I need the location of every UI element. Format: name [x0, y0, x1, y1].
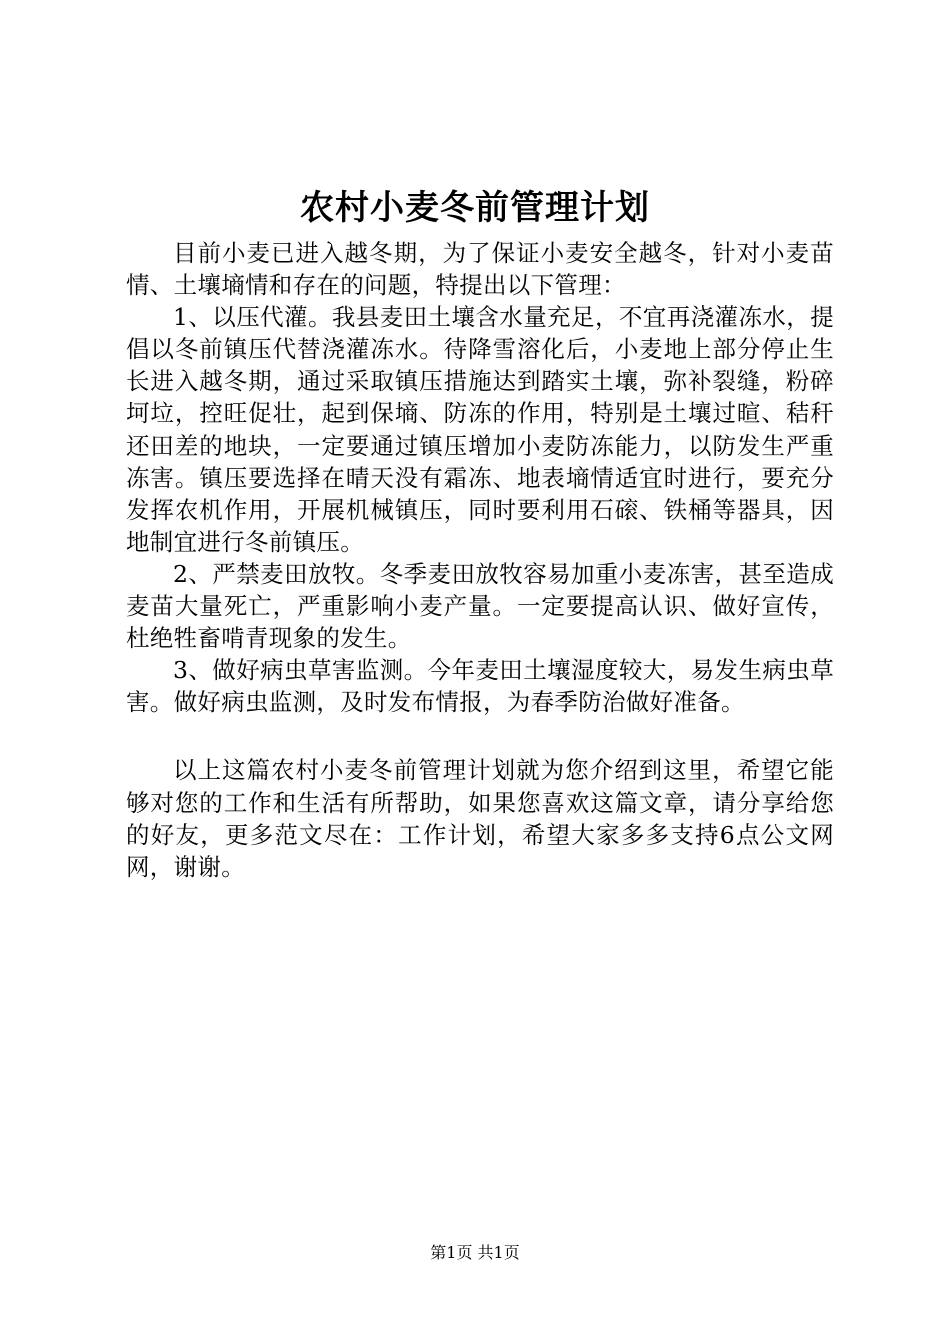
- item-1-paragraph: 1、以压代灌。我县麦田土壤含水量充足，不宜再浇灌冻水，提倡以冬前镇压代替浇灌冻水。待降雪溶化后，小麦地上部分停止生长进入越冬期，通过采取镇压措施达到踏实土壤，弥补裂缝，粉碎坷垃，控旺促壮，起到保墒、防冻的作用，特别是土壤过暄、秸秆还田差的地块，一定要通过镇压增加小麦防冻能力，以防发生严重冻害。镇压要选择在晴天没有霜冻、地表墒情适宜时进行，要充分发挥农机作用，开展机械镇压，同时要利用石磙、铁桶等器具，因地制宜进行冬前镇压。: [126, 303, 834, 556]
- item-2-paragraph: 2、严禁麦田放牧。冬季麦田放牧容易加重小麦冻害，甚至造成麦苗大量死亡，严重影响小麦产量。一定要提高认识、做好宣传，杜绝牲畜啃青现象的发生。: [126, 559, 834, 653]
- document-body: [126, 237, 834, 883]
- item-3-paragraph: 3、做好病虫草害监测。今年麦田土壤湿度较大，易发生病虫草害。做好病虫监测，及时发布情报，为春季防治做好准备。: [126, 656, 834, 717]
- document-title: 农村小麦冬前管理计划: [300, 188, 650, 228]
- paragraph-spacer: [126, 718, 834, 754]
- page-footer: 第1页 共1页: [430, 1243, 520, 1262]
- closing-paragraph: 以上这篇农村小麦冬前管理计划就为您介绍到这里，希望它能够对您的工作和生活有所帮助，如果您喜欢这篇文章，请分享给您的好友，更多范文尽在：工作计划，希望大家多多支持6点公文网网，谢谢。: [126, 756, 834, 881]
- intro-paragraph: 目前小麦已进入越冬期，为了保证小麦安全越冬，针对小麦苗情、土壤墒情和存在的问题，特提出以下管理：: [126, 239, 834, 300]
